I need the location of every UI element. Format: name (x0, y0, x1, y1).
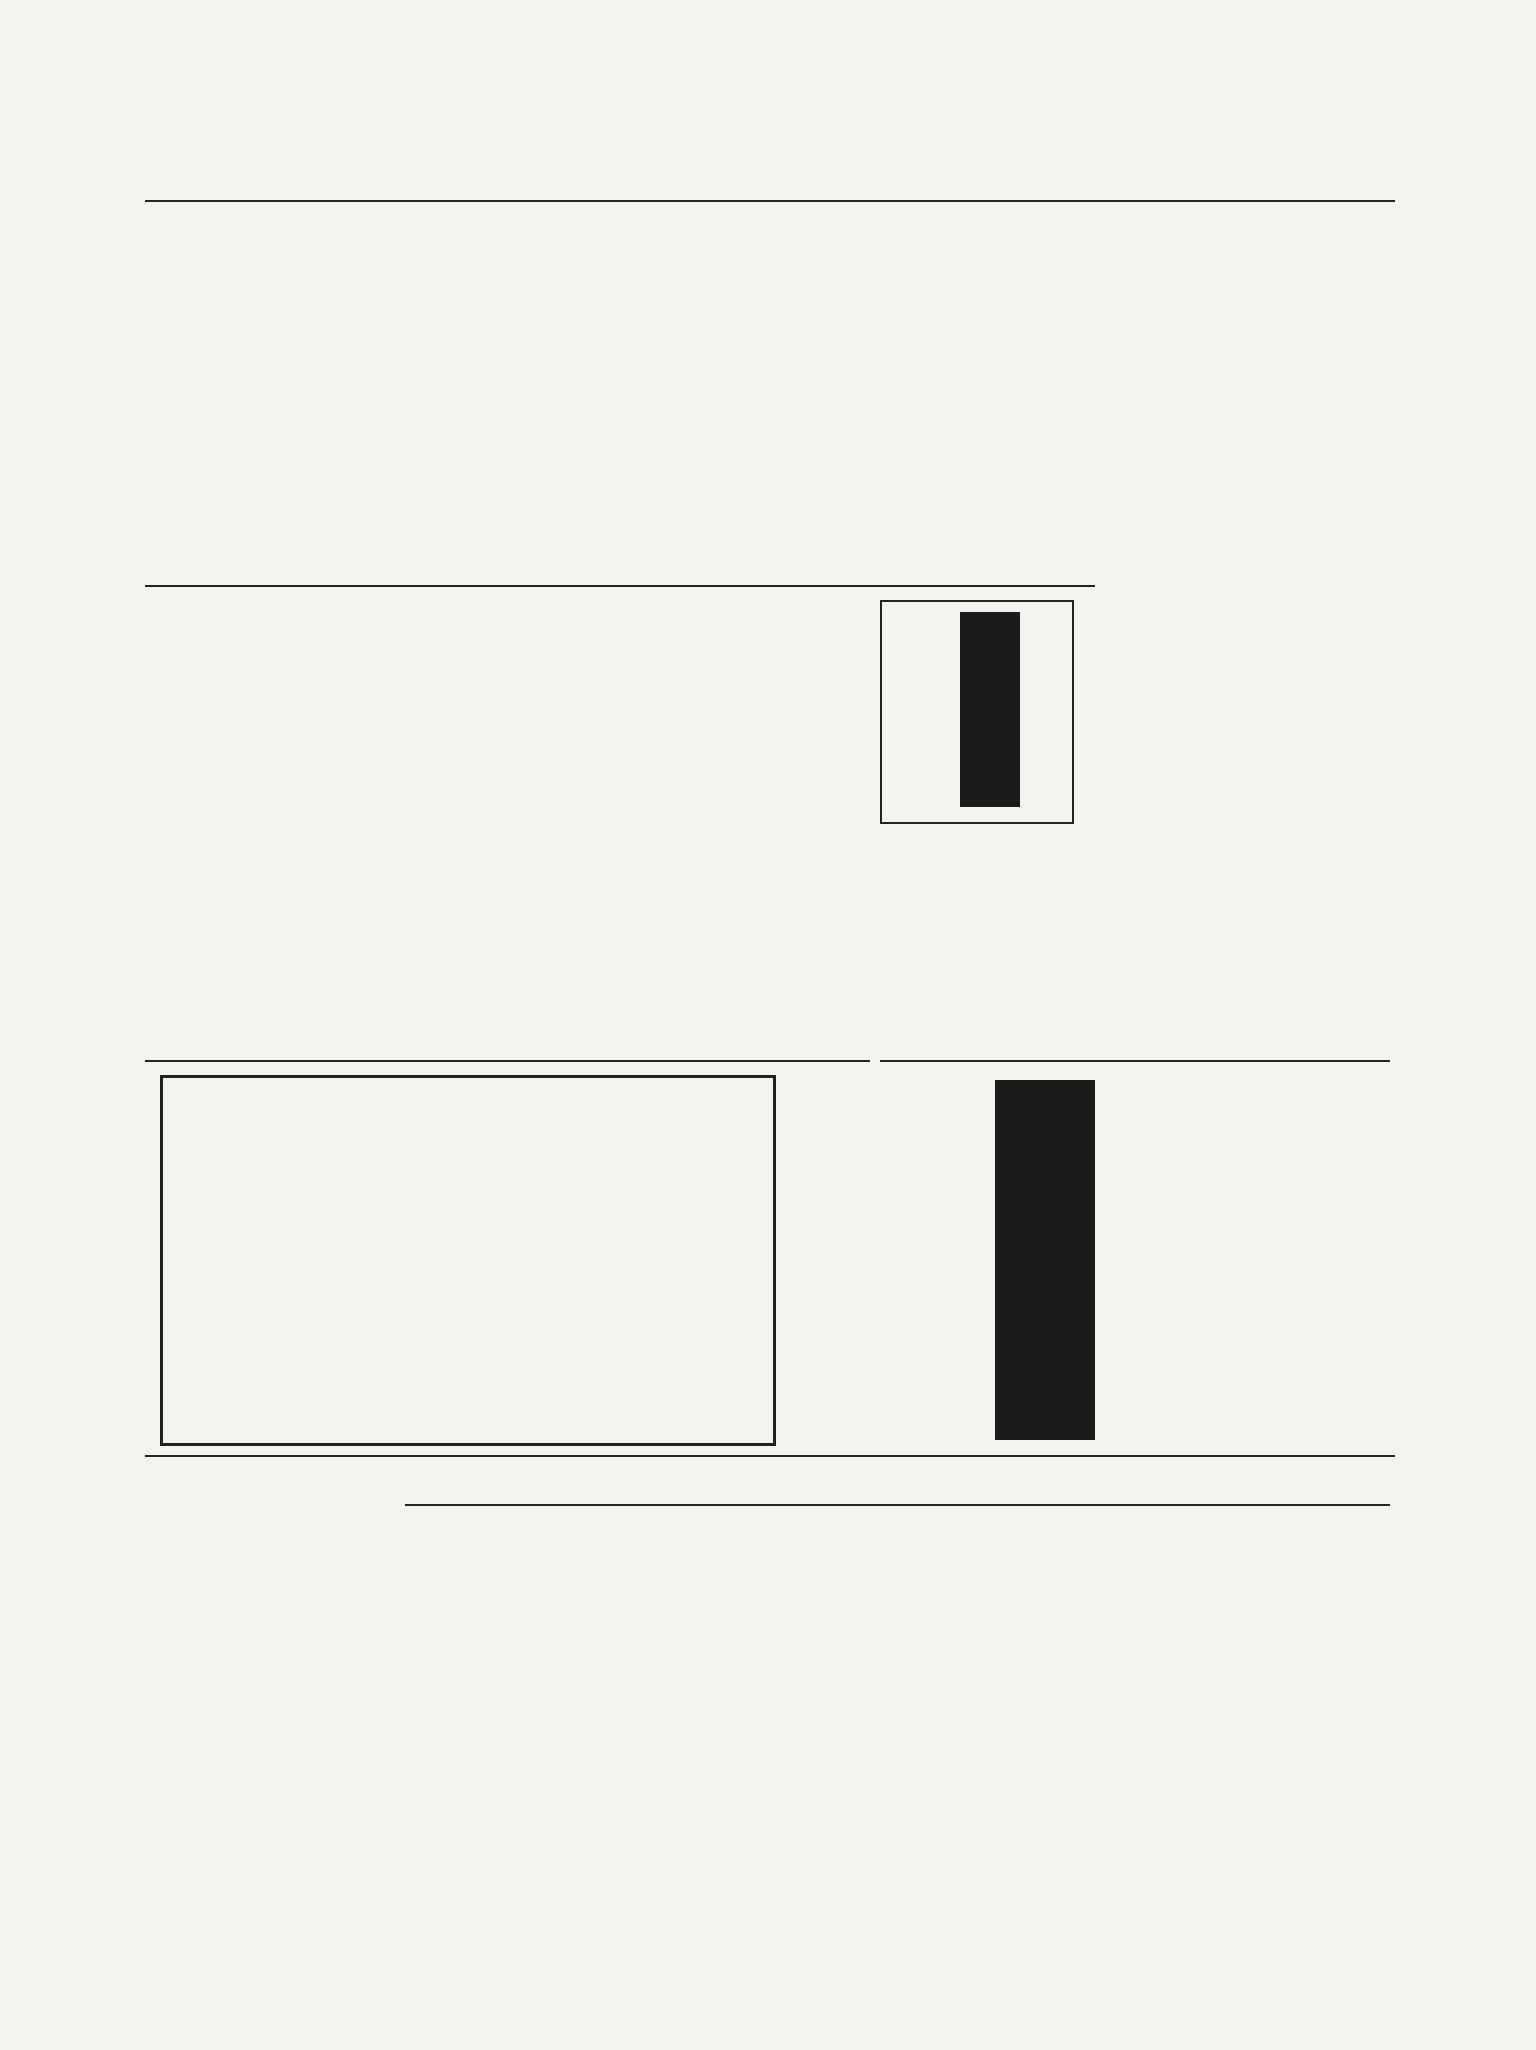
womens-col-4 (150, 600, 295, 900)
shinsei-body-3 (805, 1078, 910, 1398)
womens-col-2 (300, 600, 495, 900)
service-note (453, 1098, 538, 1428)
shinsei-headline (915, 1078, 990, 1408)
propane-price (633, 1088, 693, 1428)
film-bottom-rule (880, 1060, 1390, 1062)
womens-col-5 (150, 905, 495, 1055)
shinsei-banner (995, 1080, 1095, 1440)
stamp-name (960, 612, 1020, 807)
print-shop-stamp (880, 600, 1074, 824)
masthead (150, 150, 1390, 200)
mid-rule (145, 1455, 1395, 1457)
lead-col-4 (500, 215, 795, 580)
shinsei-body-1 (1105, 1070, 1390, 1450)
womens-bottom-rule (145, 1060, 870, 1062)
lead-col-3 (1090, 400, 1230, 590)
lead-col-5 (150, 215, 495, 580)
lead-bottom-rule (145, 585, 1095, 587)
branch-col-3 (290, 1860, 400, 2050)
branch-col-2 (150, 1660, 295, 1840)
film-body (880, 830, 1275, 1055)
masthead-rule (145, 200, 1395, 202)
radio-header (405, 1470, 1390, 1506)
branch-col-4 (150, 1860, 285, 2050)
womens-col-3 (500, 905, 870, 1055)
stove-body (353, 1088, 403, 1428)
propane-ad (160, 1075, 776, 1446)
branch-col-1 (190, 1465, 295, 1655)
womens-col-1 (500, 600, 740, 900)
